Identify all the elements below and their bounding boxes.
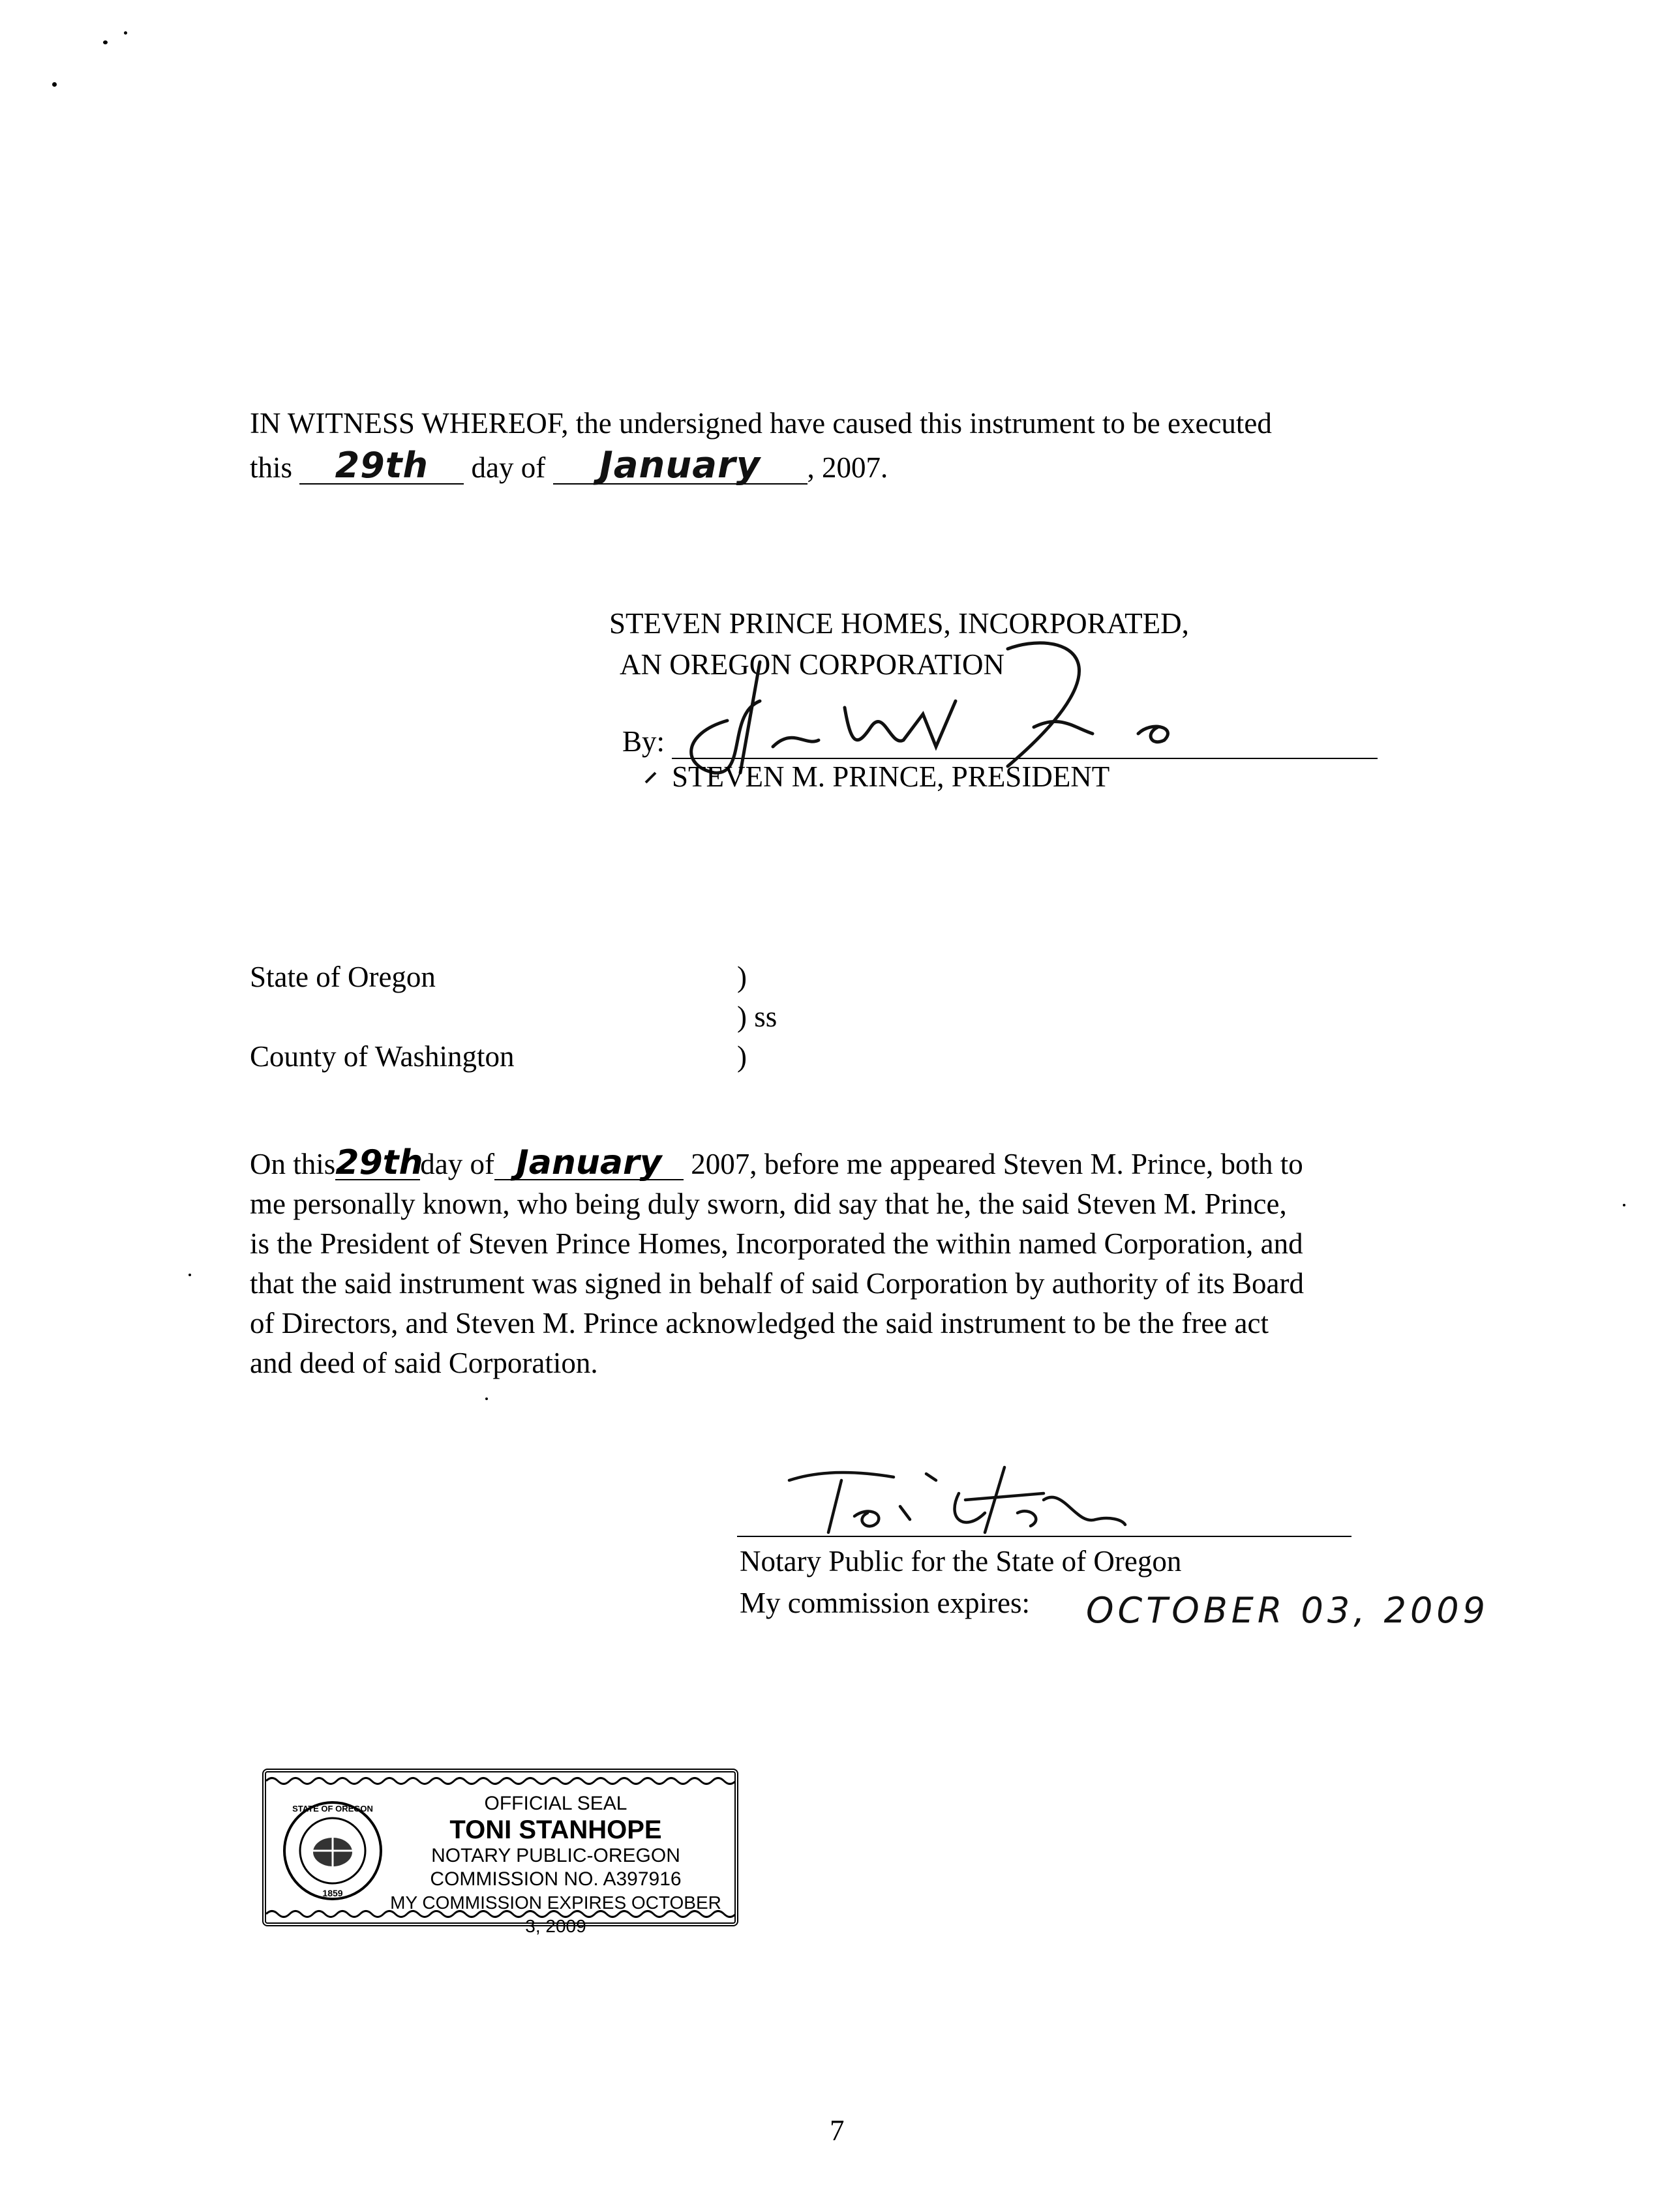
venue-paren-3: ) (737, 1040, 747, 1073)
emblem-state-text: STATE OF OREGON (292, 1804, 373, 1814)
witness-day-of: day of (471, 451, 546, 484)
witness-day-handwritten: 29th (299, 448, 464, 485)
company-name: STEVEN PRINCE HOMES, INCORPORATED, (609, 607, 1189, 640)
ack-line-1-rest: 2007, before me appeared Steven M. Prince, both to (691, 1148, 1303, 1180)
ack-day-handwritten: 29th (335, 1143, 423, 1182)
witness-month-handwritten: January (553, 448, 807, 485)
ack-line-3: is the President of Steven Prince Homes, Incorporated the within named Corporation, and (250, 1227, 1303, 1260)
ack-line-6: and deed of said Corporation. (250, 1347, 598, 1379)
commission-value-handwritten: OCTOBER 03, 2009 (1086, 1590, 1490, 1631)
witness-line-2 (250, 444, 888, 488)
signature-line-notary (737, 1536, 1351, 1537)
venue-state: State of Oregon (250, 961, 436, 993)
ack-line-4: that the said instrument was signed in behalf of said Corporation by authority of its Board (250, 1267, 1304, 1300)
seal-border-bottom (266, 1908, 734, 1920)
seal-line-notary: NOTARY PUBLIC-OREGON (431, 1845, 680, 1866)
witness-year: , 2007. (807, 451, 888, 484)
seal-line-commission: COMMISSION NO. A397916 (430, 1868, 682, 1890)
commission-label: My commission expires: (740, 1587, 1030, 1619)
witness-line-1: IN WITNESS WHEREOF, the undersigned have caused this instrument to be executed (250, 407, 1272, 440)
seal-line-official: OFFICIAL SEAL (484, 1793, 627, 1814)
ack-line-5: of Directors, and Steven M. Prince acknowledged the said instrument to be the free act (250, 1307, 1269, 1339)
ack-line-1 (250, 1144, 1456, 1184)
emblem-year-text: 1859 (322, 1888, 343, 1898)
signer-name: STEVEN M. PRINCE, PRESIDENT (672, 760, 1110, 793)
company-type: AN OREGON CORPORATION (620, 648, 1005, 681)
seal-line-expires: MY COMMISSION EXPIRES OCTOBER 3, 2009 (390, 1892, 721, 1936)
seal-border-top (266, 1775, 734, 1787)
seal-line-name: TONI STANHOPE (449, 1816, 662, 1844)
page-number: 7 (830, 2114, 845, 2147)
notary-signature-graphic (770, 1454, 1135, 1539)
venue-ss: ) ss (737, 1000, 777, 1033)
ack-day-of: day of (420, 1148, 494, 1180)
by-label: By: (622, 725, 665, 758)
state-seal-emblem (280, 1799, 385, 1903)
official-seal-stamp (262, 1769, 738, 1936)
ack-month-handwritten: January (494, 1146, 684, 1180)
ack-on-this: On this (250, 1148, 336, 1180)
venue-paren-1: ) (737, 961, 747, 993)
notary-title: Notary Public for the State of Oregon (740, 1545, 1182, 1577)
witness-this: this (250, 451, 293, 484)
ack-line-2: me personally known, who being duly sworn, did say that he, the said Steven M. Prince, (250, 1188, 1287, 1220)
acknowledgment-paragraph (250, 1144, 1456, 1383)
venue-county: County of Washington (250, 1040, 515, 1073)
